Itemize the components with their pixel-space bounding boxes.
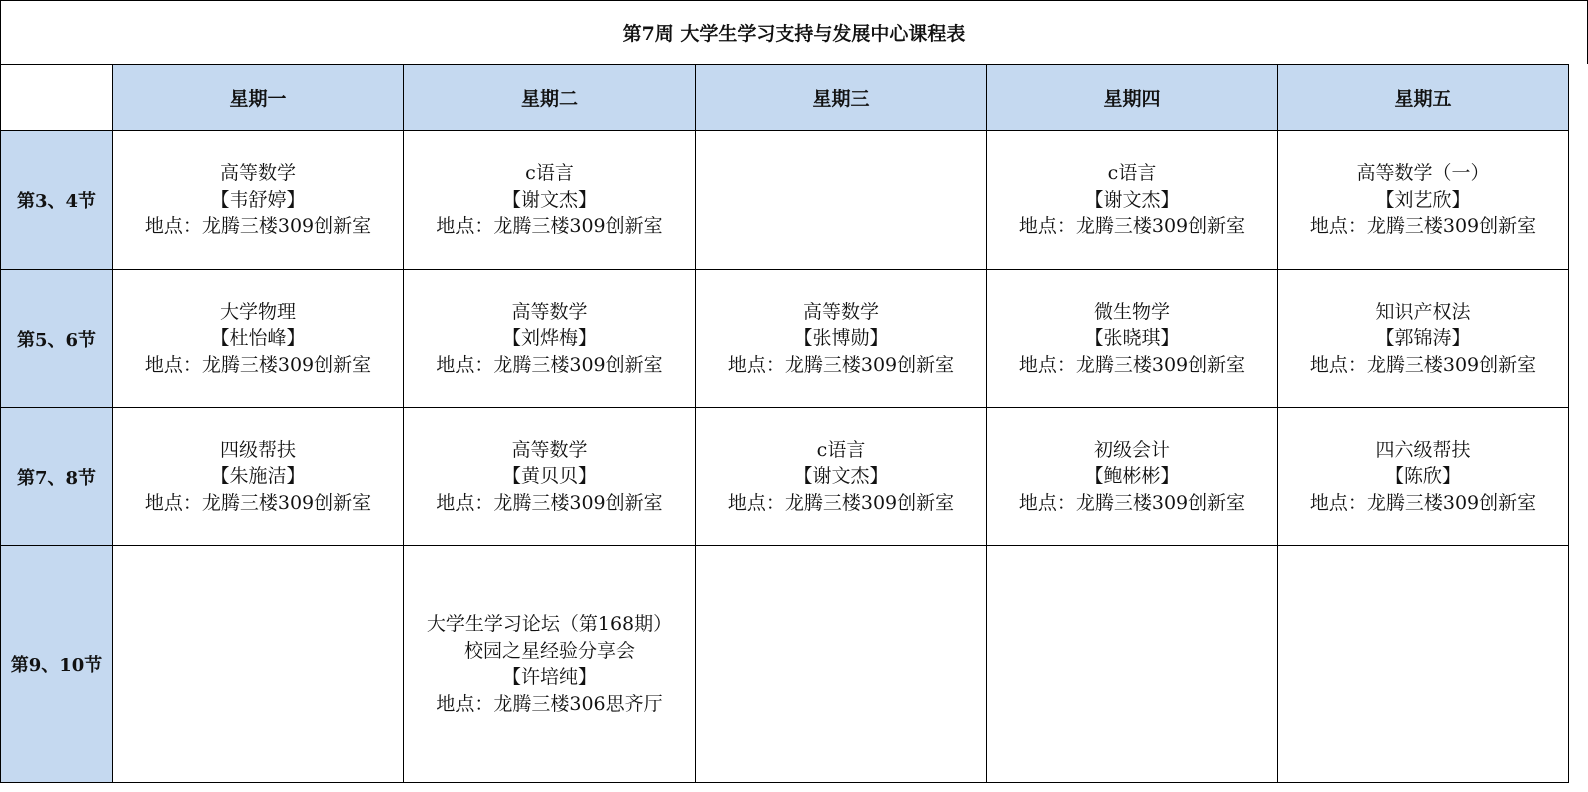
course-instructor: 【郭锦涛】 (1375, 327, 1471, 350)
course-location: 地点：龙腾三楼309创新室 (144, 491, 372, 514)
course-location: 地点：龙腾三楼309创新室 (727, 491, 955, 514)
course-cell-fri (1278, 131, 1569, 270)
course-cell-thu (987, 131, 1278, 270)
period-label: 第7、8节 (1, 408, 113, 546)
course-name: 大学物理 (219, 300, 296, 323)
course-location: 地点：龙腾三楼309创新室 (144, 353, 372, 376)
course-cell-wed (696, 270, 987, 408)
course-instructor: 【谢文杰】 (501, 188, 597, 211)
course-cell-fri (1278, 408, 1569, 546)
course-name: 高等数学 (219, 162, 296, 185)
course-cell-thu (987, 408, 1278, 546)
course-name: c语言 (1107, 162, 1157, 185)
course-name: 高等数学 (802, 300, 879, 323)
period-label: 第5、6节 (1, 270, 113, 408)
empty-cell-mon (113, 546, 404, 783)
course-location: 地点：龙腾三楼309创新室 (436, 215, 663, 238)
course-name: 大学生学习论坛（第168期） (426, 613, 673, 635)
timetable-row (1, 131, 1569, 270)
day-header-tue: 星期二 (404, 65, 696, 131)
day-header-wed: 星期三 (696, 65, 987, 131)
course-instructor: 【谢文杰】 (1084, 188, 1180, 211)
day-header-fri: 星期五 (1278, 65, 1569, 131)
course-location: 地点：龙腾三楼309创新室 (436, 491, 663, 514)
course-name: c语言 (525, 162, 574, 185)
course-location: 地点：龙腾三楼306思齐厅 (436, 692, 663, 715)
course-cell-wed (696, 408, 987, 546)
course-name: 四级帮扶 (219, 438, 296, 461)
course-name: 知识产权法 (1375, 300, 1471, 323)
course-location: 地点：龙腾三楼309创新室 (1309, 215, 1537, 238)
day-header-row (1, 65, 1569, 131)
course-cell-tue (404, 546, 696, 783)
day-header-mon: 星期一 (113, 65, 404, 131)
course-instructor: 【许培纯】 (501, 666, 597, 688)
course-name: 四六级帮扶 (1375, 438, 1471, 461)
course-name: 高等数学 (511, 300, 588, 323)
corner-cell (1, 65, 113, 131)
course-instructor: 【韦舒婷】 (210, 188, 306, 211)
course-instructor: 【刘艺欣】 (1375, 188, 1471, 211)
empty-cell-wed (696, 546, 987, 783)
course-location: 地点：龙腾三楼309创新室 (727, 353, 955, 376)
course-location: 地点：龙腾三楼309创新室 (1018, 491, 1246, 514)
course-location: 地点：龙腾三楼309创新室 (1018, 353, 1246, 376)
course-name: 微生物学 (1093, 300, 1170, 323)
course-location: 地点：龙腾三楼309创新室 (1018, 215, 1246, 238)
course-name: c语言 (816, 438, 866, 461)
course-location: 地点：龙腾三楼309创新室 (1309, 491, 1537, 514)
course-instructor: 【刘烨梅】 (501, 327, 597, 350)
course-instructor: 【张博勋】 (793, 327, 889, 350)
course-instructor: 【陈欣】 (1384, 465, 1461, 488)
period-label: 第3、4节 (1, 131, 113, 270)
course-location: 地点：龙腾三楼309创新室 (436, 353, 663, 376)
course-cell-mon (113, 408, 404, 546)
empty-cell-thu (987, 546, 1278, 783)
timetable-row (1, 546, 1569, 783)
course-instructor: 【朱施洁】 (210, 465, 306, 488)
schedule-table (0, 64, 1569, 783)
course-cell-fri (1278, 270, 1569, 408)
course-cell-mon (113, 270, 404, 408)
course-name: 高等数学（一） (1356, 162, 1490, 185)
course-cell-tue (404, 131, 696, 270)
empty-cell-fri (1278, 546, 1569, 783)
course-cell-thu (987, 270, 1278, 408)
course-name: 初级会计 (1093, 438, 1170, 461)
day-header-thu: 星期四 (987, 65, 1278, 131)
course-cell-mon (113, 131, 404, 270)
course-instructor: 【黄贝贝】 (501, 465, 597, 488)
timetable-row (1, 270, 1569, 408)
course-instructor: 【鲍彬彬】 (1084, 465, 1180, 488)
period-label: 第9、10节 (1, 546, 113, 783)
course-instructor: 【谢文杰】 (793, 465, 889, 488)
course-subtitle: 校园之星经验分享会 (463, 639, 635, 662)
course-cell-tue (404, 408, 696, 546)
empty-cell-wed (696, 131, 987, 270)
timetable-title: 第7周 大学生学习支持与发展中心课程表 (0, 0, 1588, 64)
course-instructor: 【张晓琪】 (1084, 327, 1180, 350)
course-location: 地点：龙腾三楼309创新室 (144, 215, 372, 238)
course-cell-tue (404, 270, 696, 408)
course-name: 高等数学 (511, 438, 588, 461)
timetable-row (1, 408, 1569, 546)
course-location: 地点：龙腾三楼309创新室 (1309, 353, 1537, 376)
course-instructor: 【杜怡峰】 (210, 327, 306, 350)
